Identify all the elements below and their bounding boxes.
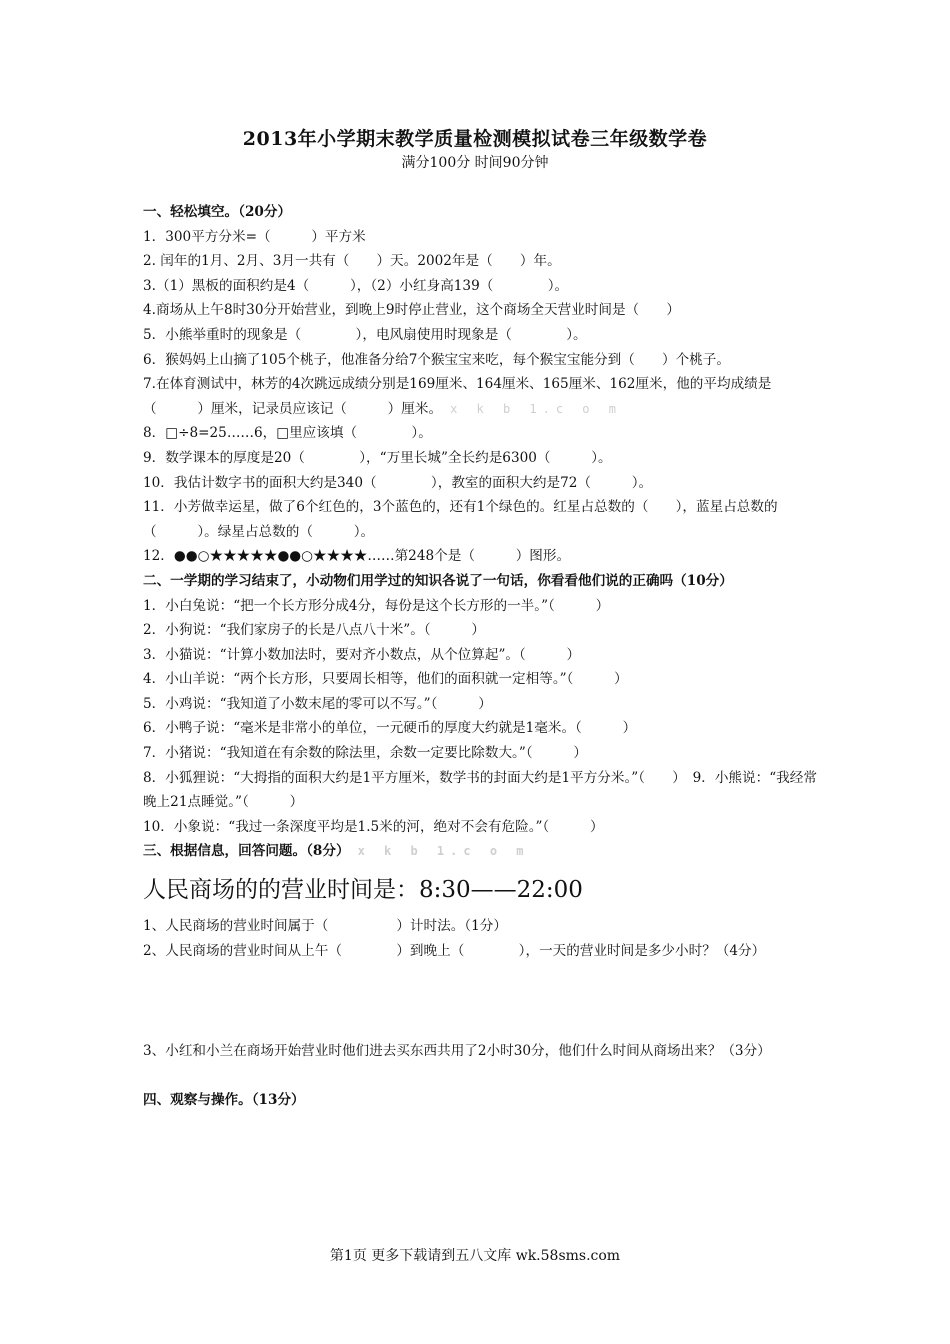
page-footer: 第1页 更多下载请到五八文库 wk.58sms.com	[329, 1248, 621, 1264]
question-2-4: 4．小山羊说：“两个长方形，只要周长相等，他们的面积就一定相等。”（ ）	[143, 671, 628, 688]
watermark-text: x k b 1.c o m	[450, 401, 622, 416]
question-3-1: 1、人民商场的营业时间属于（ ）计时法。（1分）	[143, 918, 507, 935]
section3-heading-text: 三、根据信息，回答问题。（8分）	[143, 843, 350, 860]
question-1-6: 6．猴妈妈上山摘了105个桃子，他准备分给7个猴宝宝来吃，每个猴宝宝能分到（ ）个桃子。	[143, 351, 730, 368]
store-hours-info: 人民商场的的营业时间是：8:30——22:00	[143, 877, 583, 904]
section3-heading	[143, 839, 823, 864]
answer-space-1	[143, 963, 823, 1039]
answer-space-2	[143, 1064, 823, 1088]
question-1-8: 8．□÷8=25……6，□里应该填（ ）。	[143, 425, 432, 442]
question-1-7	[143, 372, 823, 421]
question-1-5: 5．小熊举重时的现象是（ ），电风扇使用时现象是（ ）。	[143, 326, 587, 343]
question-2-2: 2．小狗说：“我们家房子的长是八点八十米”。（ ）	[143, 622, 485, 639]
watermark-text-2: x k b 1.c o m	[357, 844, 530, 859]
section2-heading: 二、一学期的学习结束了，小动物们用学过的知识各说了一句话，你看看他们说的正确吗（10分）	[143, 572, 733, 589]
question-1-4: 4.商场从上午8时30分开始营业，到晚上9时停止营业，这个商场全天营业时间是（ ）	[143, 302, 680, 319]
question-1-9: 9．数学课本的厚度是20（ ），“万里长城”全长约是6300（ ）。	[143, 449, 612, 466]
question-3-3: 3、小红和小兰在商场开始营业时他们进去买东西共用了2小时30分，他们什么时间从商场出来？（3分）	[143, 1043, 771, 1060]
question-2-10: 10．小象说：“我过一条深度平均是1.5米的河，绝对不会有危险。”（ ）	[143, 818, 604, 835]
question-2-6: 6．小鸭子说：“毫米是非常小的单位，一元硬币的厚度大约就是1毫米。（ ）	[143, 720, 637, 737]
page-subtitle: 满分100分 时间90分钟	[401, 155, 549, 171]
question-1-3: 3.（1）黑板的面积约是4（ ），（2）小红身高139（ ）。	[143, 277, 569, 294]
question-2-3: 3．小猫说：“计算小数加法时，要对齐小数点，从个位算起”。（ ）	[143, 646, 581, 663]
question-3-2: 2、人民商场的营业时间从上午（ ）到晚上（ ），一天的营业时间是多少小时？（4分）	[143, 942, 766, 959]
section4-heading: 四、观察与操作。（13分）	[143, 1091, 305, 1108]
question-2-8-9: 8．小狐狸说：“大拇指的面积大约是1平方厘米，数学书的封面大约是1平方分米。”（ ） 9．小熊说：“我经常晚上21点睡觉。”（ ）	[143, 769, 817, 811]
question-1-12: 12．●●○★★★★★●●○★★★★……第248个是（ ）图形。	[143, 548, 571, 565]
question-2-7: 7．小猪说：“我知道在有余数的除法里，余数一定要比除数大。”（ ）	[143, 745, 587, 762]
question-1-11: 11．小芳做幸运星，做了6个红色的，3个蓝色的，还有1个绿色的。红星占总数的（ ），蓝星占总数的（ ）。绿星占总数的（ ）。	[143, 499, 778, 540]
section1-heading: 一、轻松填空。（20分）	[143, 204, 292, 220]
page-title: 2013年小学期末教学质量检测模拟试卷三年级数学卷	[242, 128, 708, 150]
question-1-7-text: 7.在体育测试中，林芳的4次跳远成绩分别是169厘米、164厘米、165厘米、162厘米，他的平均成绩是（ ）厘米，记录员应该记（ ）厘米。	[143, 376, 772, 417]
question-1-1: 1．300平方分米=（ ）平方米	[143, 228, 366, 245]
question-2-1: 1．小白兔说：“把一个长方形分成4分，每份是这个长方形的一半。”（ ）	[143, 597, 610, 614]
exam-content	[143, 200, 823, 1112]
question-1-10: 10．我估计数字书的面积大约是340（ ），教室的面积大约是72（ ）。	[143, 474, 653, 491]
question-1-2: 2. 闰年的1月、2月、3月一共有（ ）天。2002年是（ ）年。	[143, 253, 561, 270]
question-2-5: 5．小鸡说：“我知道了小数末尾的零可以不写。”（ ）	[143, 695, 492, 712]
